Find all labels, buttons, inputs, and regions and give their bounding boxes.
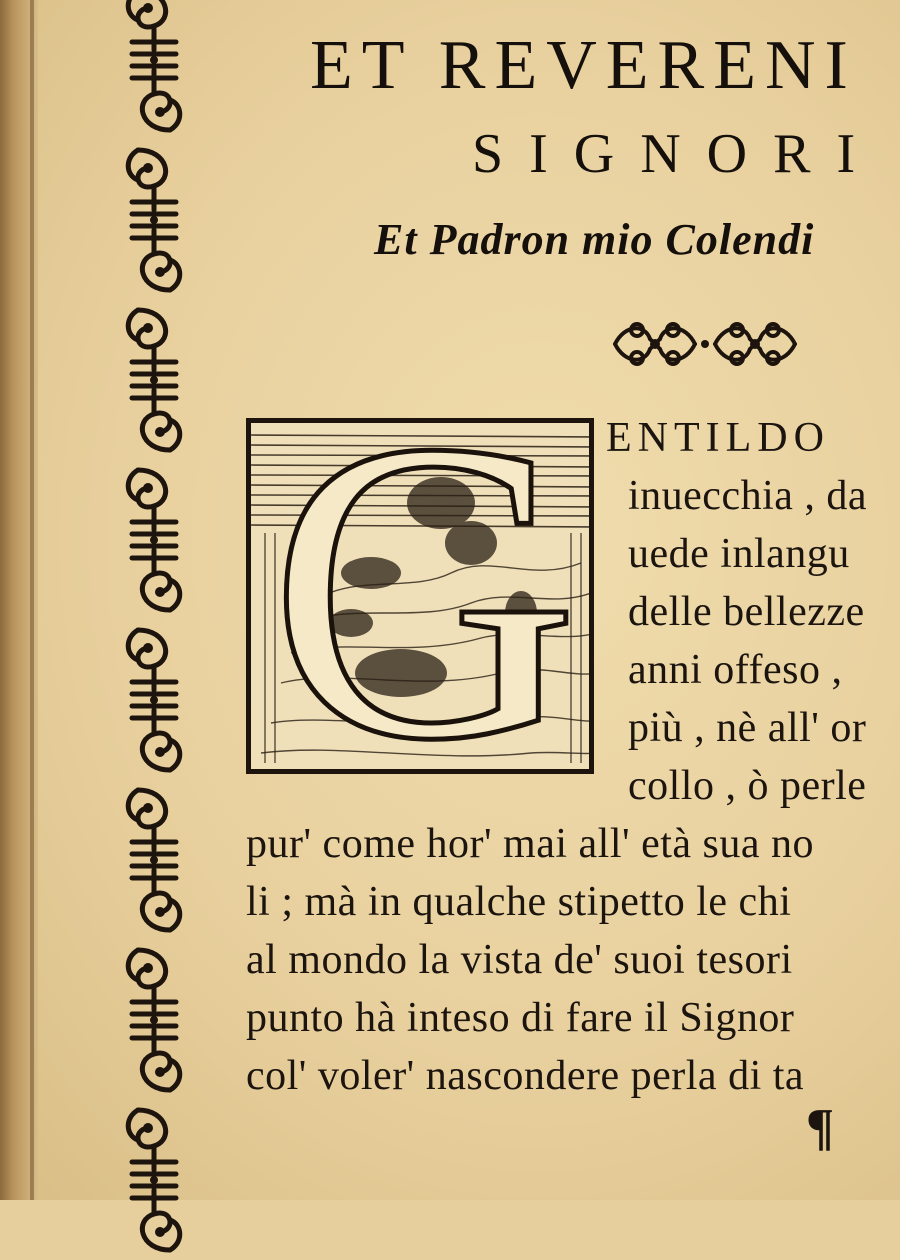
- page-title-line-1: ET REVERENI: [310, 27, 857, 104]
- body-line-5: anni offeso ,: [628, 647, 843, 693]
- pilcrow-mark: ¶: [806, 1099, 835, 1156]
- body-line-11: punto hà inteso di fare il Signor: [246, 995, 795, 1041]
- scroll-ornament-icon: [118, 620, 190, 780]
- scroll-ornament-icon: [118, 140, 190, 300]
- scroll-ornament-icon: [118, 1100, 190, 1260]
- drop-cap-letter: G: [268, 418, 580, 774]
- fleuron-ornament-icon: [605, 312, 805, 376]
- gutter-shadow: [30, 0, 34, 1200]
- scroll-ornament-icon: [118, 940, 190, 1100]
- body-line-1: ENTILDO: [606, 415, 830, 461]
- scroll-ornament-border-icon: [118, 0, 190, 1200]
- body-line-10: al mondo la vista de' suoi tesori: [246, 937, 793, 983]
- body-line-7: collo , ò perle: [628, 763, 867, 809]
- woodcut-initial-G-icon: [246, 418, 594, 774]
- scroll-ornament-icon: [118, 460, 190, 620]
- body-line-9: li ; mà in qualche stipetto le chi: [246, 879, 792, 925]
- body-line-12: col' voler' nascondere perla di ta: [246, 1053, 805, 1099]
- page-subtitle: Et Padron mio Colendi: [374, 215, 815, 264]
- page-title-line-2: SIGNORI: [472, 123, 882, 185]
- body-line-8: pur' come hor' mai all' età sua no: [246, 821, 815, 867]
- scroll-ornament-icon: [118, 300, 190, 460]
- body-line-3: uede inlangu: [628, 531, 850, 577]
- body-line-6: più , nè all' or: [628, 705, 867, 751]
- scroll-ornament-icon: [118, 780, 190, 940]
- body-line-4: delle bellezze: [628, 589, 865, 635]
- scroll-ornament-icon: [118, 0, 190, 140]
- body-line-2: inuecchia , da: [628, 473, 868, 519]
